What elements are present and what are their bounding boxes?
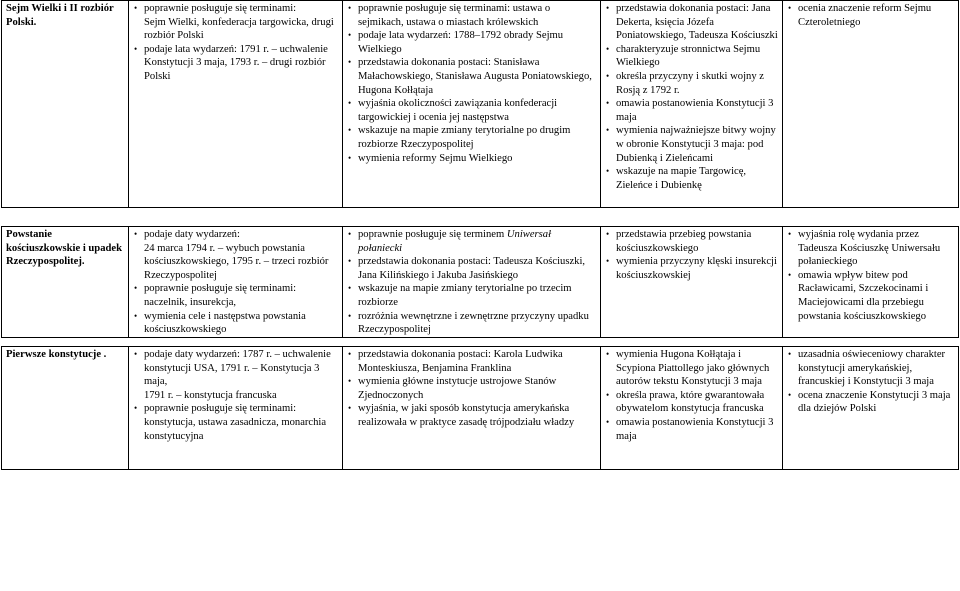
bullet-item: • wskazuje na mapie Targowicę, Zieleńce i Dubienkę bbox=[605, 165, 778, 192]
requirements-cell-3 bbox=[601, 227, 783, 338]
bullet-item: • podaje daty wydarzeń: 1787 r. – uchwalenie konstytucji USA, 1791 r. – Konstytucja 3 maja, bbox=[133, 348, 338, 389]
table-row-sejm-wielki bbox=[1, 0, 959, 208]
requirements-list bbox=[787, 228, 954, 323]
bullet-item: • poprawnie posługuje się terminami: naczelnik, insurekcja, bbox=[133, 282, 338, 309]
bullet-item: • wyjaśnia, w jaki sposób konstytucja amerykańska realizowała w praktyce zasadę trójpodziału władzy bbox=[347, 402, 596, 429]
requirements-cell-2 bbox=[343, 347, 601, 470]
requirements-list bbox=[133, 2, 338, 84]
requirements-list bbox=[787, 2, 954, 29]
table-row-powstanie bbox=[1, 226, 959, 338]
topic-cell bbox=[2, 347, 129, 470]
bullet-item: • wymienia główne instytucje ustrojowe Stanów Zjednoczonych bbox=[347, 375, 596, 402]
bullet-item: • omawia postanowienia Konstytucji 3 maja bbox=[605, 97, 778, 124]
bullet-item: • określa prawa, które gwarantowała obywatelom konstytucja francuska bbox=[605, 389, 778, 416]
requirements-list bbox=[347, 348, 596, 430]
requirements-list bbox=[133, 348, 338, 443]
bullet-item: • poprawnie posługuje się terminami: ustawa o sejmikach, ustawa o miastach królewskich bbox=[347, 2, 596, 29]
bullet-item: • omawia wpływ bitew pod Racławicami, Szczekocinami i Maciejowicami dla przebiegu powstania kościuszkowskiego bbox=[787, 269, 954, 323]
requirements-list bbox=[347, 228, 596, 337]
bullet-item: • podaje lata wydarzeń: 1791 r. – uchwalenie Konstytucji 3 maja, 1793 r. – drugi rozbiór Polski bbox=[133, 43, 338, 84]
bullet-item: • ocena znaczenie Konstytucji 3 maja dla dziejów Polski bbox=[787, 389, 954, 416]
requirements-cell-3 bbox=[601, 1, 783, 208]
requirements-cell-2 bbox=[343, 1, 601, 208]
bullet-item: • wymienia reformy Sejmu Wielkiego bbox=[347, 152, 596, 166]
requirements-list bbox=[605, 2, 778, 192]
bullet-item: • rozróżnia wewnętrzne i zewnętrzne przyczyny upadku Rzeczypospolitej bbox=[347, 310, 596, 337]
requirements-cell-1 bbox=[129, 347, 343, 470]
bullet-item: • wymienia Hugona Kołłątaja i Scypiona Piattollego jako głównych autorów tekstu Konstytucji 3 maja bbox=[605, 348, 778, 389]
continuation-text: 1791 r. – konstytucja francuska bbox=[144, 389, 277, 401]
bullet-item: • przedstawia dokonania postaci: Tadeusza Kościuszki, Jana Kilińskiego i Jakuba Jasińskiego bbox=[347, 255, 596, 282]
requirements-list bbox=[787, 348, 954, 416]
bullet-item: • wyjaśnia rolę wydania przez Tadeusza Kościuszkę Uniwersału połanieckiego bbox=[787, 228, 954, 269]
bullet-item: • poprawnie posługuje się terminem Uniwersał połaniecki bbox=[347, 228, 596, 255]
bullet-item: • podaje daty wydarzeń: bbox=[133, 228, 338, 242]
term-italic: Uniwersał połaniecki bbox=[358, 229, 552, 254]
requirements-cell-1 bbox=[129, 1, 343, 208]
bullet-item: • ocenia znaczenie reform Sejmu Czteroletniego bbox=[787, 2, 954, 29]
requirements-cell-4 bbox=[783, 347, 959, 470]
requirements-cell-3 bbox=[601, 347, 783, 470]
bullet-item: • wymienia przyczyny klęski insurekcji kościuszkowskiej bbox=[605, 255, 778, 282]
bullet-item: • określa przyczyny i skutki wojny z Rosją z 1792 r. bbox=[605, 70, 778, 97]
bullet-item: • przedstawia dokonania postaci: Jana Dekerta, księcia Józefa Poniatowskiego, Tadeusza Kościuszki bbox=[605, 2, 778, 43]
bullet-item: • charakteryzuje stronnictwa Sejmu Wielkiego bbox=[605, 43, 778, 70]
topic-cell bbox=[2, 1, 129, 208]
bullet-item: • przedstawia przebieg powstania kościuszkowskiego bbox=[605, 228, 778, 255]
bullet-item: • przedstawia dokonania postaci: Stanisława Małachowskiego, Stanisława Augusta Poniatowskiego, Hugona Kołłątaja bbox=[347, 56, 596, 97]
topic-label: Powstanie kościuszkowskie i upadek Rzeczypospolitej. bbox=[6, 229, 122, 268]
continuation-text: 24 marca 1794 r. – wybuch powstania kościuszkowskiego, 1795 r. – trzeci rozbiór Rzeczypospolitej bbox=[144, 242, 329, 281]
continuation-text: Sejm Wielki, konfederacja targowicka, drugi rozbiór Polski bbox=[144, 16, 334, 42]
topic-label: Pierwsze konstytucje . bbox=[6, 349, 107, 360]
bullet-item: • przedstawia dokonania postaci: Karola Ludwika Monteskiusza, Benjamina Franklina bbox=[347, 348, 596, 375]
topic-label: Sejm Wielki i II rozbiór Polski. bbox=[6, 3, 114, 28]
bullet-item: • podaje lata wydarzeń: 1788–1792 obrady Sejmu Wielkiego bbox=[347, 29, 596, 56]
bullet-item: • uzasadnia oświeceniowy charakter konstytucji amerykańskiej, francuskiej i Konstytucji 3 maja bbox=[787, 348, 954, 389]
bullet-item: • wskazuje na mapie zmiany terytorialne po trzecim rozbiorze bbox=[347, 282, 596, 309]
bullet-item: • poprawnie posługuje się terminami: konstytucja, ustawa zasadnicza, monarchia konstytucyjna bbox=[133, 402, 338, 443]
requirements-list bbox=[133, 228, 338, 337]
requirements-cell-1 bbox=[129, 227, 343, 338]
bullet-item: • wymienia cele i następstwa powstania kościuszkowskiego bbox=[133, 310, 338, 337]
bullet-item: • wymienia najważniejsze bitwy wojny w obronie Konstytucji 3 maja: pod Dubienką i Zieleńcami bbox=[605, 124, 778, 165]
bullet-item: • wskazuje na mapie zmiany terytorialne po drugim rozbiorze Rzeczypospolitej bbox=[347, 124, 596, 151]
requirements-cell-4 bbox=[783, 1, 959, 208]
requirements-list bbox=[605, 228, 778, 282]
topic-cell bbox=[2, 227, 129, 338]
bullet-item: • poprawnie posługuje się terminami: bbox=[133, 2, 338, 16]
requirements-cell-4 bbox=[783, 227, 959, 338]
bullet-item: • wyjaśnia okoliczności zawiązania konfederacji targowickiej i ocenia jej następstwa bbox=[347, 97, 596, 124]
requirements-list bbox=[605, 348, 778, 443]
requirements-list bbox=[347, 2, 596, 165]
requirements-cell-2 bbox=[343, 227, 601, 338]
bullet-item: • omawia postanowienia Konstytucji 3 maja bbox=[605, 416, 778, 443]
table-row-konstytucje bbox=[1, 346, 959, 470]
